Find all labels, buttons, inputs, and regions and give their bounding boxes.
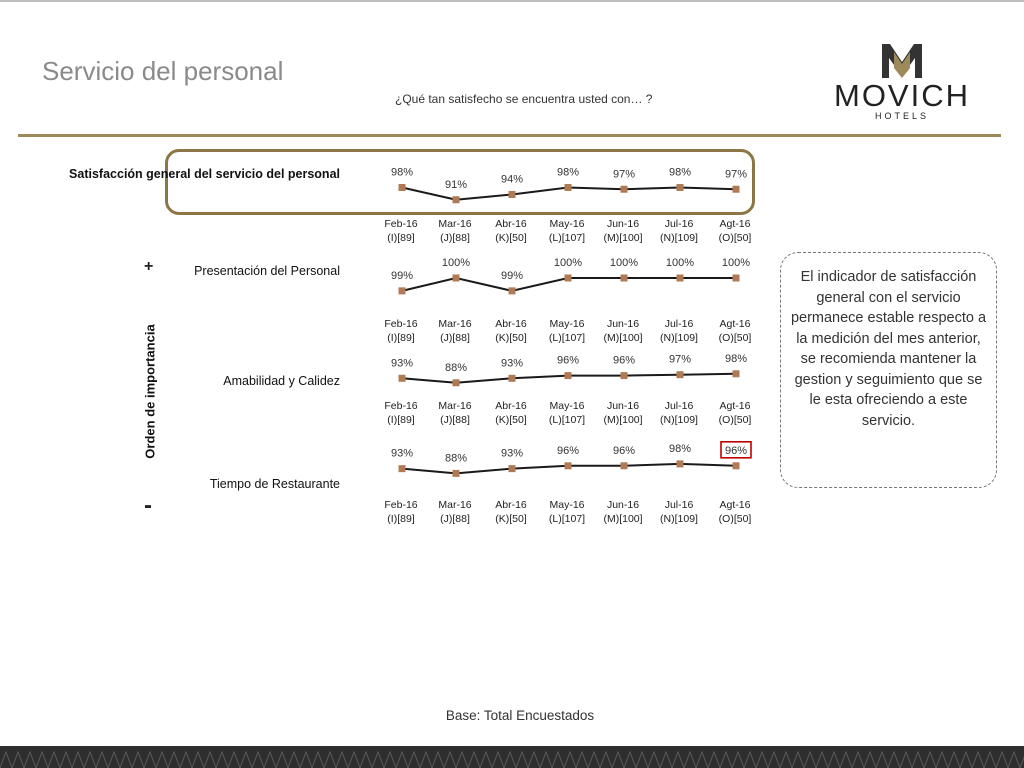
data-point: [733, 370, 740, 377]
category-sublabel: (N)[109]: [660, 513, 698, 525]
importance-minus: -: [144, 492, 152, 519]
data-label: 97%: [668, 353, 692, 366]
category-sublabel: (K)[50]: [495, 513, 527, 525]
category-label: Agt-16: [719, 400, 751, 412]
category-sublabel: (I)[89]: [387, 232, 415, 244]
data-point: [453, 379, 460, 386]
category-sublabel: (L)[107]: [548, 232, 586, 244]
data-label: 93%: [390, 357, 414, 370]
data-point: [509, 191, 516, 198]
category-sublabel: (L)[107]: [548, 414, 586, 426]
category-sublabel: (N)[109]: [660, 232, 698, 244]
data-label: 88%: [444, 452, 468, 465]
data-label: 99%: [390, 269, 414, 282]
row-label-overall-text: Satisfacción general del servicio del personal: [69, 167, 340, 181]
category-sublabel: (I)[89]: [387, 513, 415, 525]
data-point: [565, 275, 572, 282]
data-point: [677, 184, 684, 191]
category-sublabel: (J)[88]: [440, 232, 470, 244]
data-point: [677, 371, 684, 378]
category-sublabel: (L)[107]: [548, 332, 586, 344]
data-label: 100%: [665, 257, 695, 269]
category-label: Jun-16: [606, 400, 640, 412]
data-point: [677, 275, 684, 282]
category-label: Abr-16: [495, 499, 527, 511]
data-point: [509, 287, 516, 294]
category-label: May-16: [549, 318, 585, 330]
category-sublabel: (K)[50]: [495, 414, 527, 426]
data-point: [399, 375, 406, 382]
data-point: [677, 460, 684, 467]
data-point: [453, 470, 460, 477]
category-label: Abr-16: [495, 218, 527, 230]
data-point: [509, 465, 516, 472]
data-label: 98%: [668, 166, 692, 179]
insight-callout: El indicador de satisfacción general con el servicio permanece estable respecto a la medición del mes anterior, se recomienda mantener la gestion y seguimiento que se le esta ofreciendo a este servicio.: [780, 252, 997, 488]
category-label: Agt-16: [719, 218, 751, 230]
category-sublabel: (O)[50]: [718, 332, 752, 344]
category-label: Jun-16: [606, 499, 640, 511]
category-sublabel: (O)[50]: [718, 232, 752, 244]
category-sublabel: (M)[100]: [603, 513, 643, 525]
data-point: [399, 287, 406, 294]
data-label: 98%: [668, 442, 692, 455]
data-point: [621, 462, 628, 469]
data-label: 100%: [553, 257, 583, 269]
category-sublabel: (M)[100]: [603, 414, 643, 426]
category-label: Feb-16: [384, 400, 418, 412]
category-label: Feb-16: [384, 318, 418, 330]
category-sublabel: (M)[100]: [603, 332, 643, 344]
category-label: Agt-16: [719, 499, 751, 511]
category-label: Jun-16: [606, 318, 640, 330]
category-sublabel: (I)[89]: [387, 332, 415, 344]
logo-wordmark: MOVICH: [834, 78, 970, 113]
category-label: Jul-16: [664, 218, 694, 230]
data-label: 100%: [441, 257, 471, 269]
category-sublabel: (J)[88]: [440, 513, 470, 525]
data-label: 98%: [724, 352, 748, 365]
data-label: 96%: [556, 354, 580, 367]
category-sublabel: (O)[50]: [718, 414, 752, 426]
data-label: 93%: [500, 447, 524, 460]
data-label: 93%: [390, 447, 414, 460]
data-label: 96%: [724, 444, 748, 457]
data-point: [733, 186, 740, 193]
category-label: Abr-16: [495, 318, 527, 330]
category-label: Jul-16: [664, 318, 694, 330]
category-label: Feb-16: [384, 499, 418, 511]
category-label: May-16: [549, 400, 585, 412]
data-label: 88%: [444, 361, 468, 374]
data-point: [565, 372, 572, 379]
importance-plus: +: [144, 258, 154, 275]
category-label: May-16: [549, 499, 585, 511]
row-label-restaurante: Tiempo de Restaurante: [209, 477, 340, 491]
category-sublabel: (O)[50]: [718, 513, 752, 525]
category-label: May-16: [549, 218, 585, 230]
category-sublabel: (J)[88]: [440, 414, 470, 426]
data-point: [565, 462, 572, 469]
data-point: [565, 184, 572, 191]
category-sublabel: (J)[88]: [440, 332, 470, 344]
importance-axis-title: Orden de importancia: [142, 324, 158, 459]
logo-subtitle: HOTELS: [874, 111, 930, 121]
category-sublabel: (N)[109]: [660, 414, 698, 426]
data-label: 98%: [556, 166, 580, 179]
data-label: 100%: [609, 257, 639, 269]
category-sublabel: (N)[109]: [660, 332, 698, 344]
data-label: 96%: [612, 354, 636, 367]
data-point: [399, 184, 406, 191]
category-sublabel: (M)[100]: [603, 232, 643, 244]
category-label: Feb-16: [384, 218, 418, 230]
category-label: Agt-16: [719, 318, 751, 330]
survey-question: ¿Qué tan satisfecho se encuentra usted con… ?: [395, 92, 653, 106]
data-point: [733, 462, 740, 469]
base-note: Base: Total Encuestados: [445, 708, 595, 723]
data-label: 93%: [500, 357, 524, 370]
category-label: Jun-16: [606, 218, 640, 230]
row-label-presentation: Presentación del Personal: [194, 264, 340, 278]
data-point: [509, 375, 516, 382]
data-label: 96%: [612, 444, 636, 457]
category-label: Mar-16: [438, 318, 472, 330]
data-label: 97%: [724, 168, 748, 181]
category-sublabel: (K)[50]: [495, 332, 527, 344]
data-point: [621, 372, 628, 379]
category-sublabel: (L)[107]: [548, 513, 586, 525]
category-label: Abr-16: [495, 400, 527, 412]
data-label: 96%: [556, 444, 580, 457]
category-sublabel: (K)[50]: [495, 232, 527, 244]
category-label: Mar-16: [438, 499, 472, 511]
category-label: Jul-16: [664, 400, 694, 412]
category-label: Mar-16: [438, 400, 472, 412]
data-point: [453, 275, 460, 282]
data-label: 98%: [390, 166, 414, 179]
footer-pattern: [0, 746, 1024, 768]
data-label: 99%: [500, 269, 524, 282]
data-point: [621, 186, 628, 193]
page-title: Servicio del personal: [42, 56, 284, 86]
data-label: 94%: [500, 173, 524, 186]
data-label: 91%: [444, 178, 468, 191]
data-point: [453, 196, 460, 203]
category-sublabel: (I)[89]: [387, 414, 415, 426]
data-point: [621, 275, 628, 282]
category-label: Mar-16: [438, 218, 472, 230]
data-label: 100%: [721, 257, 751, 269]
data-label: 97%: [612, 168, 636, 181]
row-label-amabilidad: Amabilidad y Calidez: [223, 374, 340, 388]
data-point: [399, 465, 406, 472]
data-point: [733, 275, 740, 282]
category-label: Jul-16: [664, 499, 694, 511]
